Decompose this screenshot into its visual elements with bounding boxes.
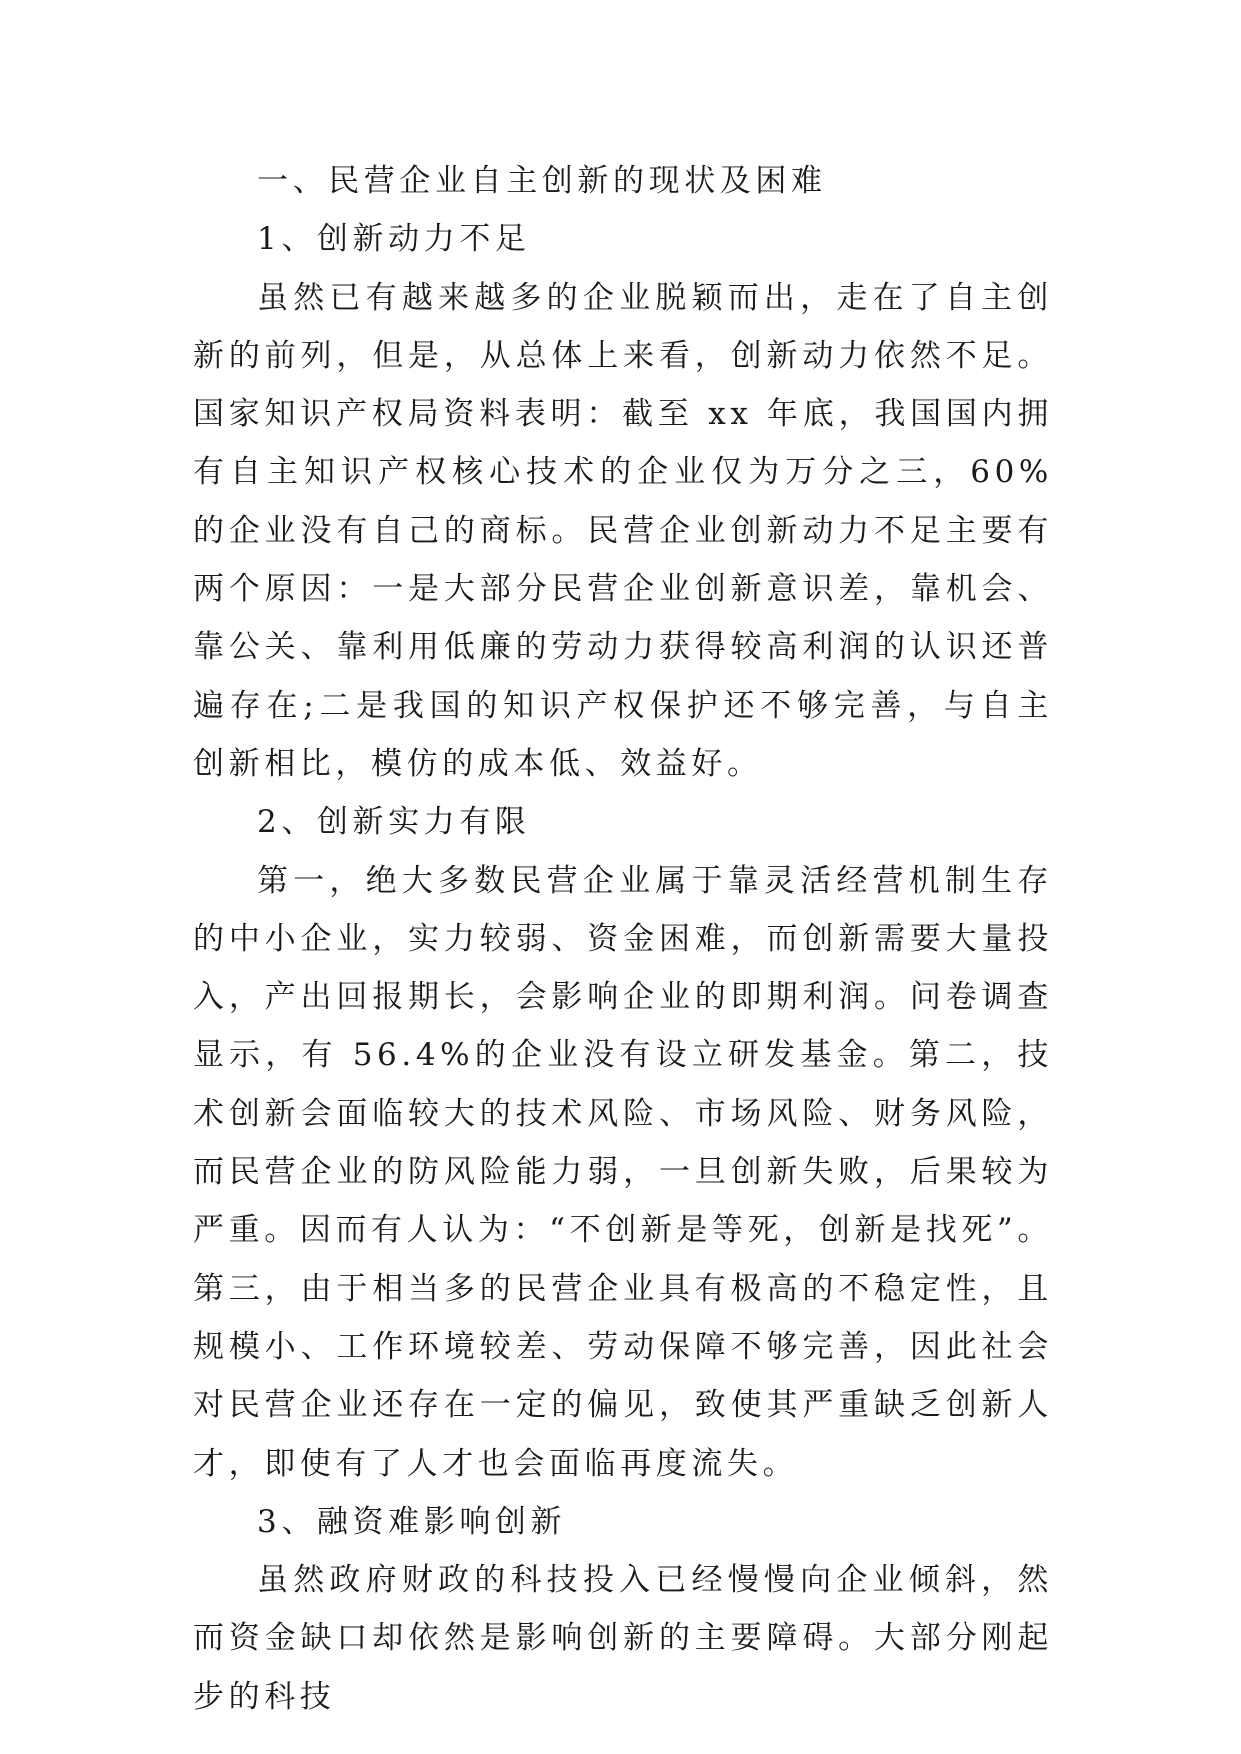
subsection-heading-3: 3、融资难影响创新: [257, 1503, 567, 1540]
subsection-heading-1: 1、创新动力不足: [257, 221, 531, 258]
section-heading: 一、民营企业自主创新的现状及困难: [257, 163, 827, 199]
document-body: [193, 152, 1053, 1726]
paragraph-innovation-motivation: 虽然已有越来越多的企业脱颖而出，走在了自主创新的前列，但是，从总体上来看，创新动力依然不足。国家知识产权局资料表明：截至 xx 年底，我国国内拥有自主知识产权核心技术的企业仅为万分之三，60%的企业没有自己的商标。民营企业创新动力不足主要有两个原因：一是大部分民营企业创新意识差，靠机会、靠公关、靠利用低廉的劳动力获得较高利润的认识还普遍存在;二是我国的知识产权保护还不够完善，与自主创新相比，模仿的成本低、效益好。: [193, 279, 1053, 782]
paragraph-financing: 虽然政府财政的科技投入已经慢慢向企业倾斜，然而资金缺口却依然是影响创新的主要障碍。大部分刚起步的科技: [193, 1562, 1053, 1715]
subsection-heading-2: 2、创新实力有限: [257, 804, 531, 841]
paragraph-innovation-strength: 第一，绝大多数民营企业属于靠灵活经营机制生存的中小企业，实力较弱、资金困难，而创新需要大量投入，产出回报期长，会影响企业的即期利润。问卷调查显示，有 56.4%的企业没有设立研发基金。第二，技术创新会面临较大的技术风险、市场风险、财务风险，而民营企业的防风险能力弱，一旦创新失败，后果较为严重。因而有人认为：“不创新是等死，创新是找死”。第三，由于相当多的民营企业具有极高的不稳定性，且规模小、工作环境较差、劳动保障不够完善，因此社会对民营企业还存在一定的偏见，致使其严重缺乏创新人才，即使有了人才也会面临再度流失。: [193, 862, 1053, 1482]
